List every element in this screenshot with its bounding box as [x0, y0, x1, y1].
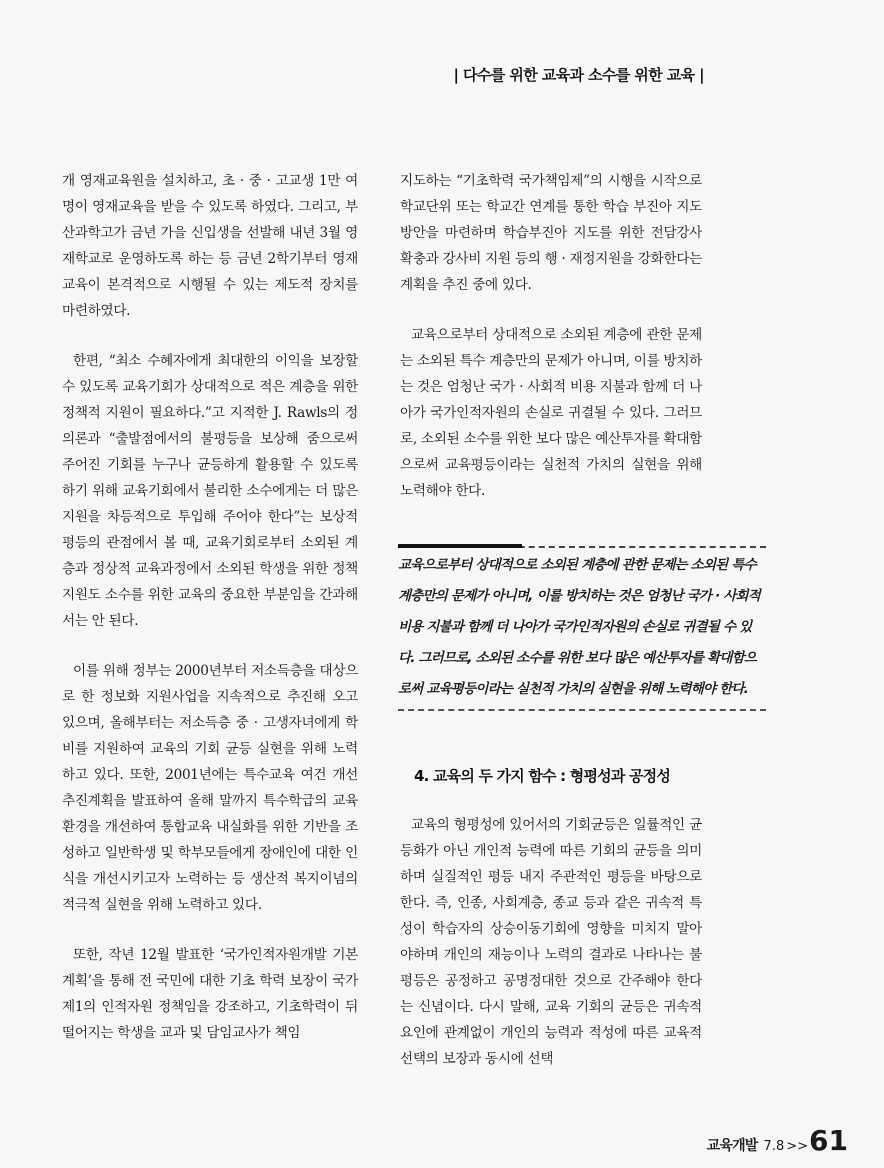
section-body — [400, 812, 702, 1072]
magazine-name: 교육개발 — [706, 1138, 758, 1154]
paragraph: 이를 위해 정부는 2000년부터 저소득층을 대상으로 한 정보화 지원사업을 지속적으로 추진해 오고 있으며, 올해부터는 저소득층 중 · 고생자녀에게 학비를 지원하여 교육의 기회 균등 실현을 위해 노력하고 있다. 또한, 2001년에는 특수교육 여건 개선 추진계획을 발표하여 올해 말까지 특수학급의 교육환경을 개선하여 통합교육 내실화를 위한 기반을 조성하고 일반학생 및 학부모들에게 장애인에 대한 인식을 개선시키고자 노력하는 등 생산적 복지이념의 적극적 실현을 위해 노력하고 있다. — [62, 663, 358, 913]
running-header: | 다수를 위한 교육과 소수를 위한 교육 | — [453, 66, 704, 84]
paragraph: 개 영재교육원을 설치하고, 초 · 중 · 고교생 1만 여명이 영재교육을 받을 수 있도록 하였다. 그리고, 부산과학고가 금년 가을 신입생을 선발해 내년 3월 영재학교로 운영하도록 하는 등 금년 2학기부터 영재교육이 본격적으로 시행될 수 있는 제도적 장치를 마련하였다. — [62, 173, 358, 319]
paragraph: 또한, 작년 12월 발표한 ‘국가인적자원개발 기본계획’을 통해 전 국민에 대한 기초 학력 보장이 국가 제1의 인적자원 정책임을 강조하고, 기초학력이 뒤떨어지는 학생을 교과 및 담임교사가 책임 — [62, 947, 358, 1041]
paragraph: 교육의 형평성에 있어서의 기회균등은 일률적인 균등화가 아닌 개인적 능력에 따른 기회의 균등을 의미하며 실질적인 평등 내지 주관적인 평등을 바탕으로 한다. 즉, 인종, 사회계층, 종교 등과 같은 귀속적 특성이 학습자의 상승이동기회에 영향을 미치지 말아야하며 개인의 재능이나 노력의 결과로 나타나는 불평등은 공정하고 공명정대한 것으로 간주해야 한다는 신념이다. 다시 말해, 교육 기회의 균등은 귀속적 요인에 관계없이 개인의 능력과 적성에 따른 교육적 선택의 보장과 동시에 선택 — [400, 817, 702, 1067]
left-column — [62, 168, 358, 1046]
paragraph: 지도하는 “기초학력 국가책임제”의 시행을 시작으로 학교단위 또는 학교간 연계를 통한 학습 부진아 지도 방안을 마련하며 학습부진아 지도를 위한 전담강사 확충과 강사비 지원 등의 행 · 재정지원을 강화한다는 계획을 추진 중에 있다. — [400, 173, 702, 293]
right-column-top — [400, 168, 702, 504]
paragraph: 교육으로부터 상대적으로 소외된 계층에 관한 문제는 소외된 특수 계층만의 문제가 아니며, 이를 방치하는 것은 엄청난 국가 · 사회적 비용 지불과 함께 더 나아가 국가인적자원의 손실로 귀결될 수 있다. 그러므로, 소외된 소수를 위한 보다 많은 예산투자를 확대함으로써 교육평등이라는 실천적 가치의 실현을 위해 노력해야 한다. — [400, 327, 702, 499]
issue-number: 7.8 — [763, 1139, 785, 1154]
page-footer — [707, 1124, 848, 1157]
pull-quote: 교육으로부터 상대적으로 소외된 계층에 관한 문제는 소외된 특수 계층만의 문제가 아니며, 이를 방치하는 것은 엄청난 국가 · 사회적 비용 지불과 함께 더 나아가 국가인적자원의 손실로 귀결될 수 있다. 그러므로, 소외된 소수를 위한 보다 많은 예산투자를 확대함으로써 교육평등이라는 실천적 가치의 실현을 위해 노력해야 한다. — [398, 557, 761, 697]
footer-arrow: >> — [786, 1139, 809, 1154]
page-number: 61 — [809, 1124, 848, 1157]
section-heading: 4. 교육의 두 가지 함수 : 형평성과 공정성 — [414, 767, 671, 785]
quote-bottom-rule — [398, 709, 766, 711]
paragraph: 한편, “최소 수혜자에게 최대한의 이익을 보장할 수 있도록 교육기회가 상대적으로 적은 계층을 위한 정책적 지원이 필요하다.”고 지적한 J. Rawls의 정의론과 “출발점에서의 불평등을 보상해 줌으로써 주어진 기회를 누구나 균등하게 활용할 수 있도록 하기 위해 교육기회에서 불리한 소수에게는 더 많은 지원을 차등적으로 투입해 주어야 한다”는 보상적 평등의 관점에서 볼 때, 교육기회로부터 소외된 계층과 정상적 교육과정에서 소외된 학생을 위한 정책지원도 소수를 위한 교육의 중요한 부분임을 간과해서는 안 된다. — [62, 353, 358, 629]
